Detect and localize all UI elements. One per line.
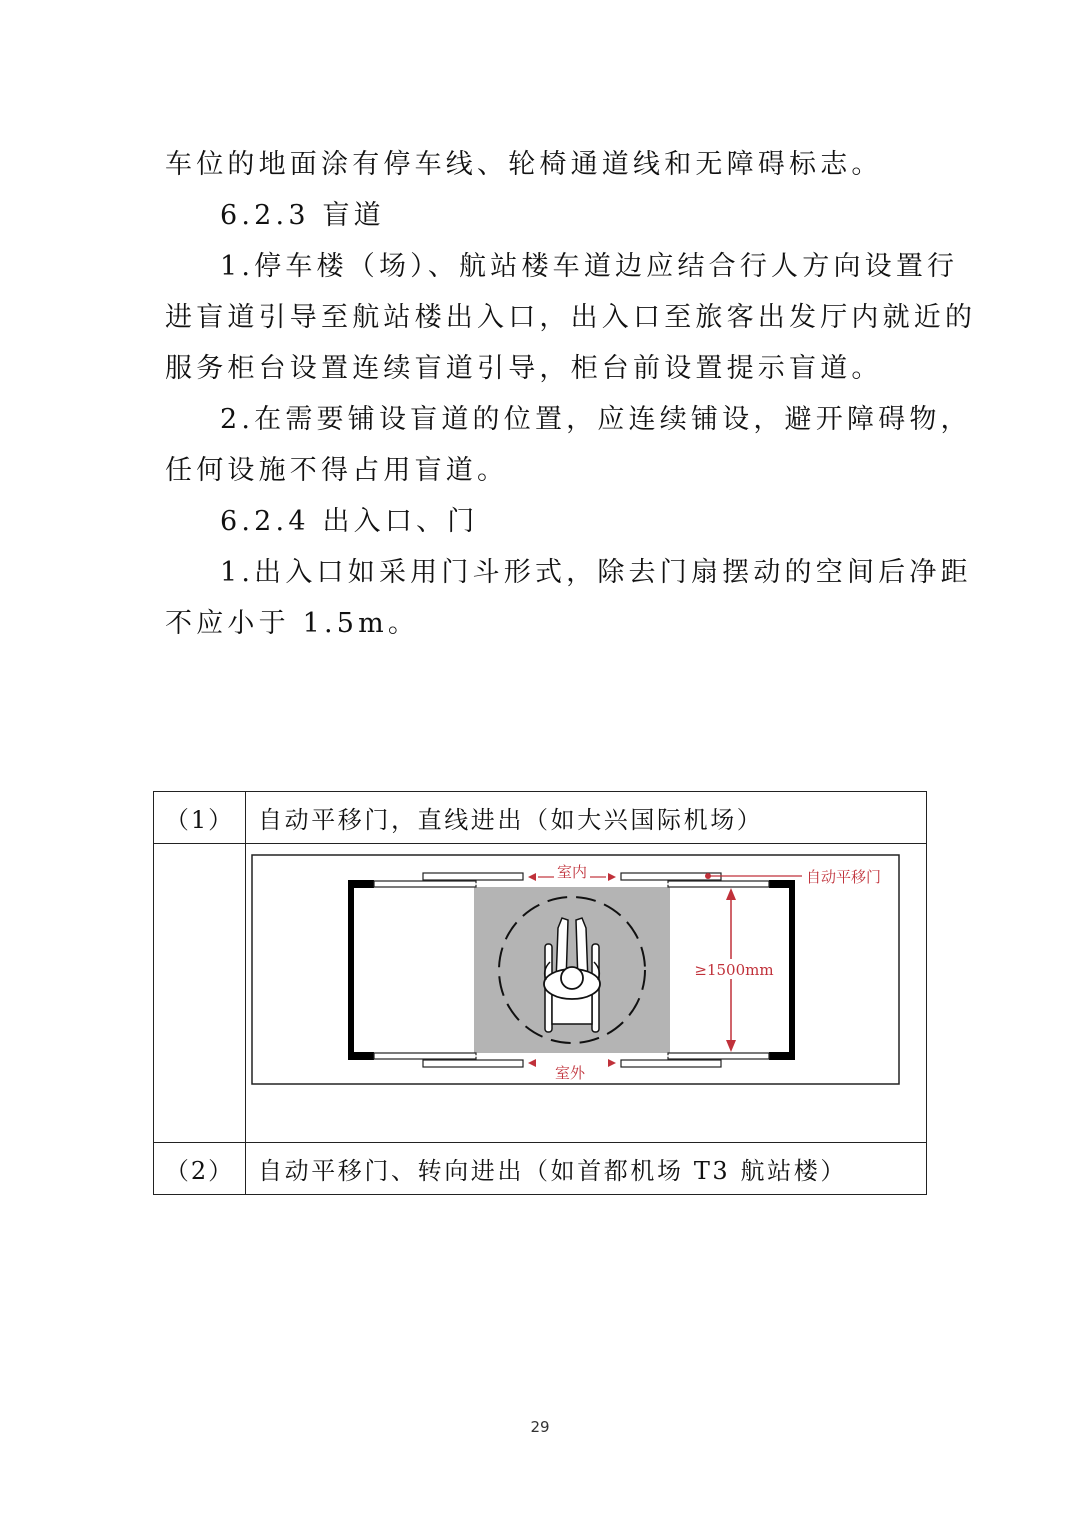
paragraph-line: 服务柜台设置连续盲道引导，柜台前设置提示盲道。	[165, 353, 883, 384]
right-wall-cap-top	[769, 880, 795, 888]
inner-sliding-leaf-left	[423, 873, 523, 880]
label-dimension: ≥1500mm	[694, 961, 774, 979]
label-inside: 室内	[556, 863, 588, 881]
paragraph-line: 车位的地面涂有停车线、轮椅通道线和无障碍标志。	[165, 149, 883, 180]
door-leader-dot	[705, 873, 711, 879]
paragraph-line: 1.停车楼（场）、航站楼车道边应结合行人方向设置行	[220, 251, 959, 282]
arrow-right-icon	[608, 873, 616, 881]
inner-fixed-panel-left	[374, 881, 476, 887]
outer-fixed-panel-right	[668, 1053, 769, 1059]
outer-fixed-panel-left	[374, 1053, 476, 1059]
right-wall-cap-bottom	[769, 1052, 795, 1060]
section-heading: 6.2.3 盲道	[220, 200, 385, 231]
figure-table	[153, 791, 927, 1195]
label-door: 自动平移门	[806, 868, 882, 886]
inner-fixed-panel-right	[668, 881, 769, 887]
paragraph-line: 任何设施不得占用盲道。	[165, 455, 509, 486]
table-row	[154, 844, 927, 1143]
left-wall-cap-top	[348, 880, 374, 888]
section-heading: 6.2.4 出入口、门	[220, 506, 479, 537]
arrow-left-icon	[528, 873, 536, 881]
row-caption: 自动平移门、转向进出（如首都机场 T3 航站楼）	[246, 1143, 927, 1195]
outer-sliding-leaf-left	[423, 1060, 523, 1067]
paragraph-line: 不应小于 1.5m。	[165, 608, 420, 639]
arrow-left-icon	[528, 1059, 536, 1067]
paragraph-line: 2.在需要铺设盲道的位置，应连续铺设，避开障碍物，	[220, 404, 972, 435]
sliding-door-diagram	[246, 844, 926, 1142]
left-wall-cap-bottom	[348, 1052, 374, 1060]
paragraph-line: 进盲道引导至航站楼出入口，出入口至旅客出发厅内就近的	[165, 302, 977, 333]
row-number: （1）	[154, 792, 246, 844]
left-wall	[348, 882, 354, 1058]
diagram-cell	[246, 844, 927, 1143]
label-outside: 室外	[554, 1064, 586, 1082]
table-row	[154, 792, 927, 844]
arrow-right-icon	[608, 1059, 616, 1067]
paragraph-line: 1.出入口如采用门斗形式，除去门扇摆动的空间后净距	[220, 557, 972, 588]
arrow-up-icon	[726, 888, 736, 900]
arrow-down-icon	[726, 1040, 736, 1052]
row-number: （2）	[154, 1143, 246, 1195]
table-row	[154, 1143, 927, 1195]
outer-sliding-leaf-right	[621, 1060, 721, 1067]
row-caption: 自动平移门，直线进出（如大兴国际机场）	[246, 792, 927, 844]
right-wall	[789, 882, 795, 1058]
empty-cell	[154, 844, 246, 1143]
page-number: 29	[530, 1418, 550, 1436]
